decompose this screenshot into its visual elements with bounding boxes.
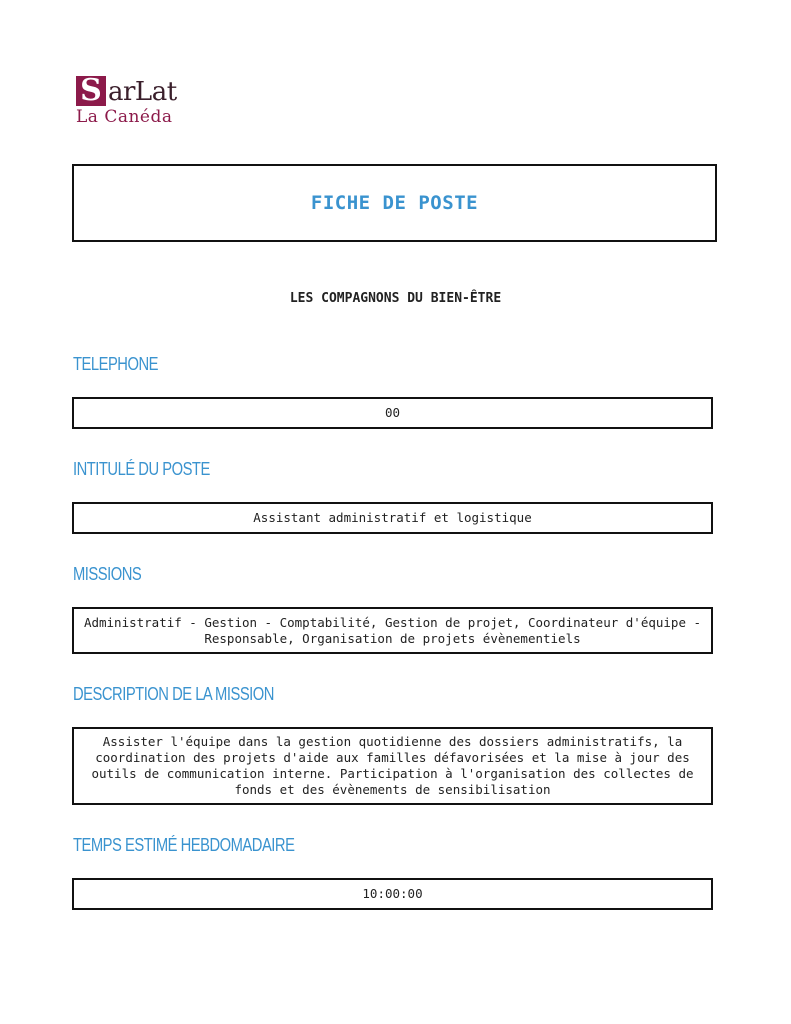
description-label: DESCRIPTION DE LA MISSION [73,684,274,704]
missions-field [72,607,713,654]
description-field [72,727,713,805]
description-value: Assister l'équipe dans la gestion quotidienne des dossiers administratifs, la coordination des projets d'aide aux familles défavorisées et la mise à jour des outils de communication interne. Participation à l'organisation des collectes de fonds et des évènements de sensibilisation [91,734,694,797]
telephone-label: TELEPHONE [73,354,158,374]
telephone-field [72,397,713,429]
organization-name: LES COMPAGNONS DU BIEN-ÊTRE [289,291,502,306]
temps-label: TEMPS ESTIMÉ HEBDOMADAIRE [73,835,295,855]
intitule-field [72,502,713,534]
page-title: FICHE DE POSTE [310,192,479,214]
logo-subtitle: La Canéda [76,107,173,127]
temps-value: 10:00:00 [362,886,423,901]
sarlat-logo [76,74,200,128]
logo-name: arLat [108,77,177,107]
logo-initial: S [76,76,106,106]
intitule-label: INTITULÉ DU POSTE [73,459,210,479]
intitule-value: Assistant administratif et logistique [253,510,532,525]
missions-label: MISSIONS [73,564,142,584]
temps-field [72,878,713,910]
missions-value: Administratif - Gestion - Comptabilité, Gestion de projet, Coordinateur d'équipe - Responsable, Organisation de projets évènementiels [83,614,702,646]
telephone-value: 00 [384,405,401,420]
title-box [72,164,717,242]
